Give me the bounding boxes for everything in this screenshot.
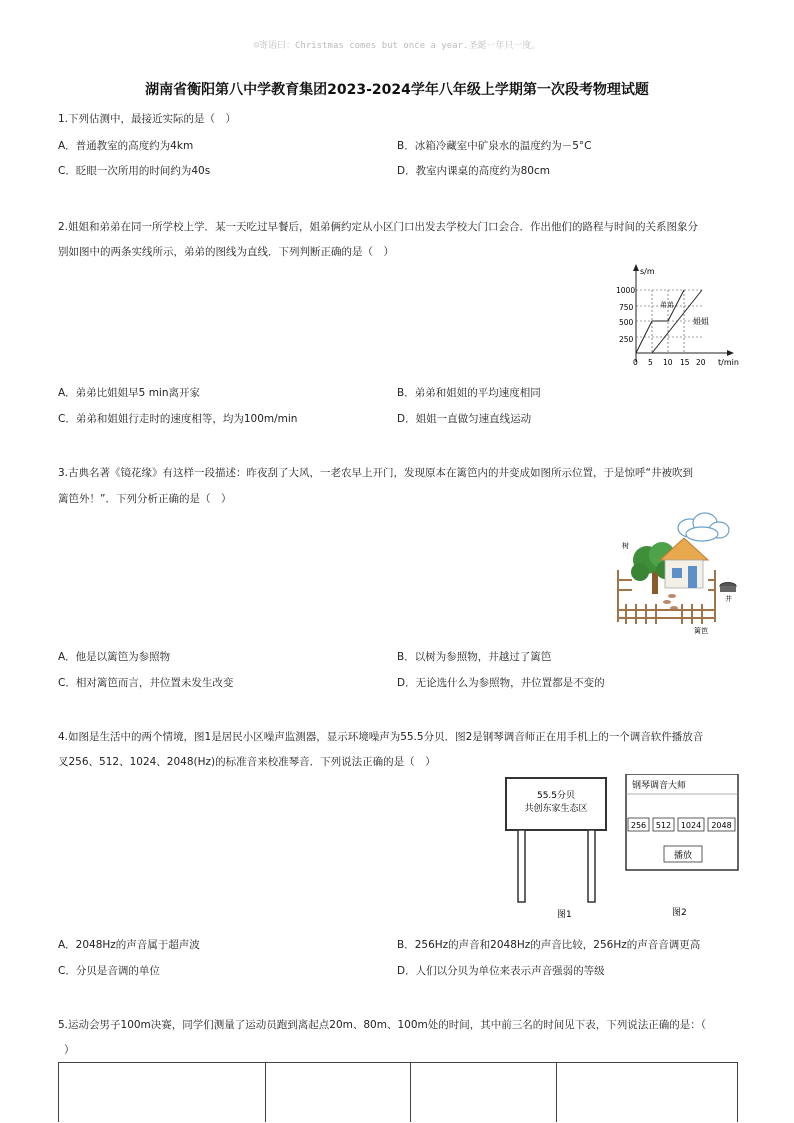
- y-tick: 750: [619, 303, 634, 312]
- question-5-stem-line1: 5.运动会男子100m决赛，同学们测量了运动员跑到离起点20m、80m、100m处的时间，其中前三名的时间见下表，下列说法正确的是：（: [58, 1019, 706, 1031]
- noise-reading: 55.5分贝: [536, 791, 576, 801]
- well-label: 井: [725, 595, 732, 603]
- table-column-divider: [556, 1062, 557, 1122]
- play-button-label: 播放: [673, 851, 693, 861]
- tree-label: 树: [622, 542, 629, 550]
- well-fence-picture: [612, 510, 742, 640]
- q1-option-b: B．冰箱冷藏室中矿泉水的温度约为－5°C: [397, 140, 592, 152]
- q2-option-a: A．弟弟比姐姐早5 min离开家: [58, 387, 201, 399]
- watermark: ☺寄语曰：Christmas comes but once a year.圣诞一年只一度。: [253, 41, 541, 51]
- tuner-app-title: 钢琴调音大师: [632, 781, 687, 791]
- q4-option-d: D．人们以分贝为单位来表示声音强弱的等级: [397, 965, 605, 977]
- q4-option-b: B．256Hz的声音和2048Hz的声音比较，256Hz的声音音调更高: [397, 939, 701, 951]
- q3-option-d: D．无论选什么为参照物，井位置都是不变的: [397, 677, 605, 689]
- table-column-divider: [410, 1062, 411, 1122]
- noise-location: 共创东家生态区: [524, 804, 588, 814]
- distance-time-graph: [610, 262, 745, 370]
- y-tick: 1000: [616, 286, 636, 295]
- question-3-stem-line1: 3.古典名著《镜花缘》有这样一段描述：昨夜刮了大风，一老农早上开门，发现原本在篱笆内的井变成如图所示位置，于是惊呼“井被吹到: [58, 467, 693, 479]
- x-tick: 10: [663, 358, 673, 367]
- question-4-stem-line2: 叉256、512、1024、2048(Hz)的标准音来校准琴音．下列说法正确的是（ ）: [58, 756, 436, 768]
- fence-label: 篱笆: [694, 627, 708, 635]
- q2-option-b: B．弟弟和姐姐的平均速度相同: [397, 387, 541, 399]
- q3-option-b: B．以树为参照物，井越过了篱笆: [397, 651, 552, 663]
- q3-option-c: C．相对篱笆而言，井位置未发生改变: [58, 677, 234, 689]
- q1-option-c: C．眨眼一次所用的时间约为40s: [58, 165, 211, 177]
- question-4-stem-line1: 4.如图是生活中的两个情境，图1是居民小区噪声监测器，显示环境噪声为55.5分贝．图2是钢琴调音师正在用手机上的一个调音软件播放音: [58, 731, 704, 743]
- question-1-stem: 1.下列估测中，最接近实际的是（ ）: [58, 113, 237, 125]
- question-2-stem-line1: 2.姐姐和弟弟在同一所学校上学．某一天吃过早餐后，姐弟俩约定从小区门口出发去学校大门口会合．作出他们的路程与时间的关系图象分: [58, 221, 699, 233]
- sound-figures: [500, 774, 745, 924]
- question-2-stem-line2: 别如图中的两条实线所示，弟弟的图线为直线．下列判断正确的是（ ）: [58, 246, 394, 258]
- q4-option-a: A．2048Hz的声音属于超声波: [58, 939, 200, 951]
- q1-option-d: D．教室内课桌的高度约为80cm: [397, 165, 550, 177]
- figure-1-caption: 图1: [557, 910, 572, 920]
- y-tick: 500: [619, 318, 634, 327]
- tuner-key: 1024: [680, 821, 702, 830]
- x-tick: 5: [648, 358, 653, 367]
- results-table: [58, 1062, 738, 1123]
- question-3-stem-line2: 篱笆外！”．下列分析正确的是（ ）: [58, 493, 232, 505]
- y-axis-unit: s/m: [640, 267, 655, 276]
- table-column-divider: [737, 1062, 738, 1122]
- sister-label: 姐姐: [693, 317, 709, 326]
- tuner-key: 2048: [711, 821, 732, 830]
- table-column-divider: [58, 1062, 59, 1122]
- q2-option-c: C．弟弟和姐姐行走时的速度相等，均为100m/min: [58, 413, 298, 425]
- x-tick: 15: [680, 358, 690, 367]
- table-column-divider: [265, 1062, 266, 1122]
- q3-option-a: A．他是以篱笆为参照物: [58, 651, 171, 663]
- page-title: 湖南省衡阳第八中学教育集团2023-2024学年八年级上学期第一次段考物理试题: [145, 82, 649, 98]
- tuner-key: 512: [655, 821, 672, 830]
- brother-label: 弟弟: [660, 301, 674, 309]
- q2-option-d: D．姐姐一直做匀速直线运动: [397, 413, 532, 425]
- tuner-key: 256: [630, 821, 647, 830]
- q4-option-c: C．分贝是音调的单位: [58, 965, 160, 977]
- q1-option-a: A．普通教室的高度约为4km: [58, 140, 194, 152]
- x-tick: 20: [696, 358, 706, 367]
- question-5-stem-line2: ）: [64, 1044, 75, 1056]
- x-axis-unit: t/min: [718, 358, 739, 367]
- x-tick: 0: [633, 358, 638, 367]
- y-tick: 250: [619, 335, 634, 344]
- figure-2-caption: 图2: [672, 908, 687, 918]
